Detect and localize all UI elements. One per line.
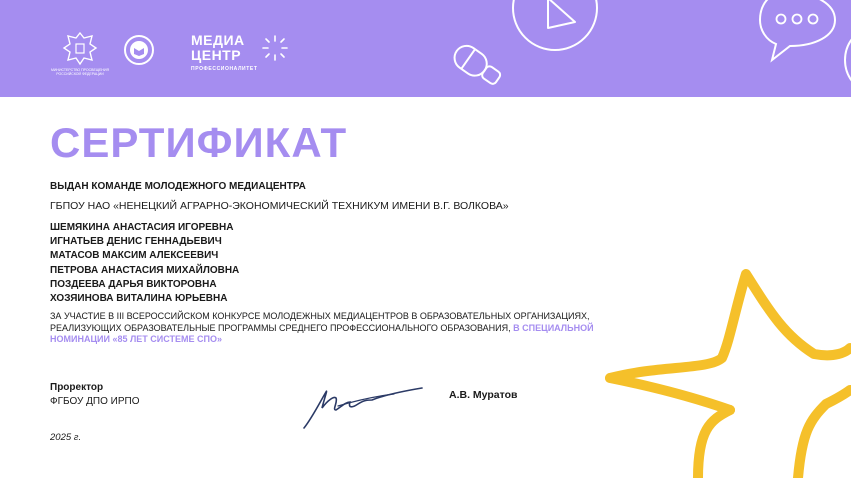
member-name: ПОЗДЕЕВА ДАРЬЯ ВИКТОРОВНА — [50, 278, 217, 290]
reason-text: ЗА УЧАСТИЕ В III ВСЕРОССИЙСКОМ КОНКУРСЕ МОЛОДЕЖНЫХ МЕДИАЦЕНТРОВ В ОБРАЗОВАТЕЛЬНЫХ ОРГАНИЗАЦИЯХ, РЕАЛИЗУЮЩИХ ОБРАЗОВАТЕЛЬНЫЕ ПРОГРАММЫ СРЕДНЕГО ПРОФЕССИОНАЛЬНОГО ОБРАЗОВАНИЯ, — [50, 311, 590, 333]
media-center-subtitle: ПРОФЕССИОНАЛИТЕТ — [191, 66, 258, 72]
sparkle-icon — [263, 36, 287, 60]
header-band — [0, 0, 851, 97]
star-decoration — [580, 260, 851, 478]
issue-year: 2025 г. — [50, 432, 82, 443]
microphone-icon — [450, 41, 505, 89]
member-name: ШЕМЯКИНА АНАСТАСИЯ ИГОРЕВНА — [50, 222, 234, 233]
member-name: ПЕТРОВА АНАСТАСИЯ МИХАЙЛОВНА — [50, 264, 240, 276]
organization-name: ГБПОУ НАО «НЕНЕЦКИЙ АГРАРНО-ЭКОНОМИЧЕСКИЙ ТЕХНИКУМ ИМЕНИ В.Г. ВОЛКОВА» — [50, 200, 509, 212]
award-reason — [50, 311, 610, 346]
media-center-title: МЕДИА ЦЕНТР — [191, 32, 245, 63]
signatory-role: Проректор — [50, 382, 104, 393]
member-list — [50, 221, 239, 306]
issued-to: ВЫДАН КОМАНДЕ МОЛОДЕЖНОГО МЕДИАЦЕНТРА — [50, 181, 306, 192]
signatory-organization: ФГБОУ ДПО ИРПО — [50, 396, 140, 407]
signature-image — [298, 378, 428, 434]
pie-chart-icon — [513, 0, 597, 50]
chat-bubble-icon — [760, 0, 835, 60]
ministry-caption: МИНИСТЕРСТВО ПРОСВЕЩЕНИЯ РОССИЙСКОЙ ФЕДЕРАЦИИ — [51, 68, 109, 76]
member-name: ХОЗЯИНОВА ВИТАЛИНА ЮРЬЕВНА — [50, 293, 228, 305]
nomination-highlight: В СПЕЦИАЛЬНОЙ НОМИНАЦИИ «85 ЛЕТ СИСТЕМЕ СПО» — [50, 322, 594, 344]
ministry-emblem-icon — [62, 30, 98, 66]
irpo-logo-icon — [122, 33, 156, 69]
signatory-name: А.В. Муратов — [449, 389, 518, 401]
member-name: ИГНАТЬЕВ ДЕНИС ГЕННАДЬЕВИЧ — [50, 236, 222, 248]
certificate-title: СЕРТИФИКАТ — [50, 119, 348, 166]
member-name: МАТАСОВ МАКСИМ АЛЕКСЕЕВИЧ — [50, 250, 219, 262]
